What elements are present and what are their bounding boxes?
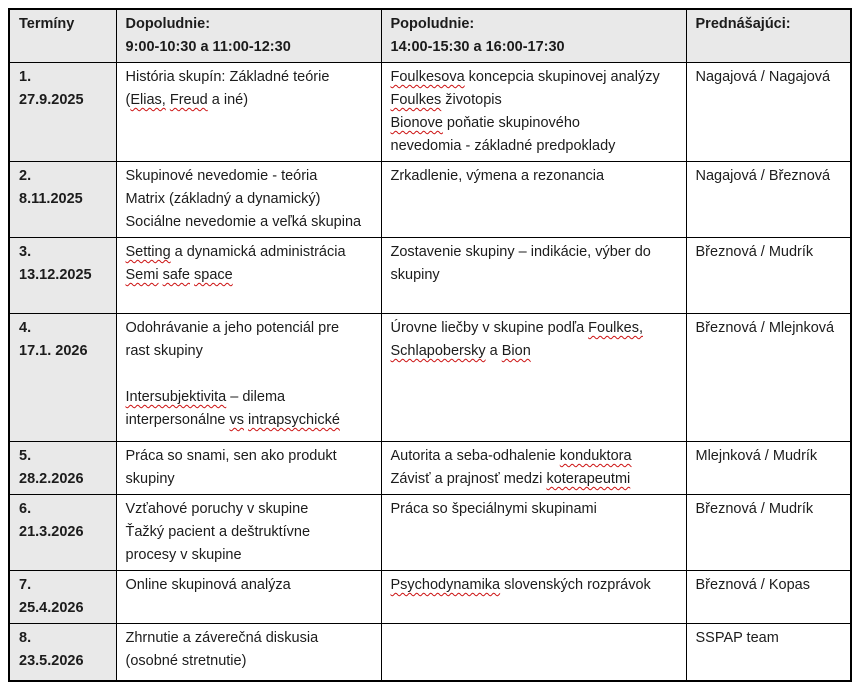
- table-row: [9, 571, 851, 624]
- text-line: 8.: [19, 630, 32, 646]
- text-line: Ťažký pacient a deštruktívne: [125, 524, 311, 540]
- morning-cell: [116, 162, 381, 238]
- afternoon-cell: [381, 314, 686, 442]
- text-line: História skupín: Základné teórie: [125, 69, 330, 85]
- lecturers-cell: [686, 63, 851, 162]
- text-line: Mlejnková / Mudrík: [695, 448, 818, 464]
- text-line: Setting a dynamická administrácia: [125, 244, 346, 260]
- misspelled-word: Intersubjektivita: [125, 389, 227, 405]
- afternoon-cell: [381, 571, 686, 624]
- table-row: [9, 495, 851, 571]
- afternoon-cell: [381, 238, 686, 314]
- text-line: Úrovne liečby v skupine podľa Foulkes,: [390, 320, 643, 336]
- afternoon-cell: [381, 162, 686, 238]
- misspelled-word: Psychodynamika: [390, 577, 501, 593]
- text-line: Březnová / Mlejnková: [695, 320, 835, 336]
- misspelled-word: Freud: [169, 92, 208, 108]
- text-line: Práca so snami, sen ako produkt: [125, 448, 337, 464]
- text-line: Bionove poňatie skupinového: [390, 115, 580, 131]
- text-line: Březnová / Kopas: [695, 577, 810, 593]
- misspelled-word: Foulkes,: [588, 320, 643, 336]
- text-line: Nagajová / Nagajová: [695, 69, 831, 85]
- lecturers-cell: [686, 495, 851, 571]
- misspelled-word: intrapsychické: [248, 412, 340, 428]
- text-line: 8.11.2025: [19, 191, 83, 207]
- morning-cell: [116, 624, 381, 682]
- text-line: 3.: [19, 244, 32, 260]
- text-line: 7.: [19, 577, 32, 593]
- lecturers-cell: [686, 314, 851, 442]
- text-line: Odohrávanie a jeho potenciál pre: [125, 320, 340, 336]
- lecturers-cell: [686, 571, 851, 624]
- term-cell: [9, 63, 116, 162]
- header-row: [9, 9, 851, 63]
- text-line: Nagajová / Březnová: [695, 168, 831, 184]
- text-line: Zrkadlenie, výmena a rezonancia: [390, 168, 605, 184]
- misspelled-word: Bion: [501, 343, 531, 359]
- text-line: 25.4.2026: [19, 600, 84, 616]
- lecturers-cell: [686, 442, 851, 495]
- term-cell: [9, 314, 116, 442]
- text-line: Schlapobersky a Bion: [390, 343, 531, 359]
- text-line: Vzťahové poruchy v skupine: [125, 501, 309, 517]
- table-header: [9, 9, 851, 63]
- text-line: 21.3.2026: [19, 524, 84, 540]
- term-cell: [9, 238, 116, 314]
- text-line: Matrix (základný a dynamický): [125, 191, 321, 207]
- afternoon-cell: [381, 495, 686, 571]
- misspelled-word: Foulkesova: [390, 69, 465, 85]
- schedule-table-body: [9, 63, 851, 682]
- misspelled-word: konduktora: [559, 448, 632, 464]
- table-row: [9, 314, 851, 442]
- misspelled-word: Setting: [125, 244, 171, 260]
- lecturers-cell: [686, 238, 851, 314]
- col-header-popoludnie: [381, 9, 686, 63]
- text-line: (osobné stretnutie): [125, 653, 247, 669]
- text-line: [126, 363, 376, 386]
- text-line: SSPAP team: [695, 630, 779, 646]
- text-line: Zostavenie skupiny – indikácie, výber do: [390, 244, 651, 260]
- text-line: Psychodynamika slovenských rozprávok: [390, 577, 651, 593]
- text-line: interpersonálne vs intrapsychické: [125, 412, 340, 428]
- text-line: 28.2.2026: [19, 471, 84, 487]
- text-line: 13.12.2025: [19, 267, 92, 283]
- misspelled-word: vs: [229, 412, 244, 428]
- afternoon-cell: [381, 624, 686, 682]
- text-line: Březnová / Mudrík: [695, 501, 814, 517]
- text-line: 6.: [19, 501, 32, 517]
- morning-cell: [116, 314, 381, 442]
- misspelled-word: Foulkes: [390, 92, 442, 108]
- table-row: [9, 442, 851, 495]
- text-line: nevedomia - základné predpoklady: [390, 138, 616, 154]
- text-line: Sociálne nevedomie a veľká skupina: [125, 214, 362, 230]
- text-line: 2.: [19, 168, 32, 184]
- text-line: Intersubjektivita – dilema: [125, 389, 286, 405]
- term-cell: [9, 624, 116, 682]
- term-cell: [9, 571, 116, 624]
- afternoon-cell: [381, 442, 686, 495]
- text-line: procesy v skupine: [125, 547, 242, 563]
- lecturers-cell: [686, 624, 851, 682]
- table-row: [9, 162, 851, 238]
- text-line: Závisť a prajnosť medzi koterapeutmi: [390, 471, 631, 487]
- morning-cell: [116, 495, 381, 571]
- text-line: rast skupiny: [125, 343, 203, 359]
- text-line: skupiny: [390, 267, 440, 283]
- misspelled-word: Elias,: [130, 92, 166, 108]
- col-header-dopoludnie: [116, 9, 381, 63]
- morning-cell: [116, 571, 381, 624]
- term-cell: [9, 495, 116, 571]
- misspelled-word: koterapeutmi: [546, 471, 631, 487]
- text-line: 1.: [19, 69, 32, 85]
- header-label: Dopoludnie:: [125, 16, 211, 32]
- morning-cell: [116, 63, 381, 162]
- header-label: Termíny: [19, 16, 75, 32]
- text-line: Skupinové nevedomie - teória: [125, 168, 318, 184]
- text-line: 27.9.2025: [19, 92, 84, 108]
- text-line: Zhrnutie a záverečná diskusia: [125, 630, 319, 646]
- text-line: Online skupinová analýza: [125, 577, 291, 593]
- morning-cell: [116, 442, 381, 495]
- header-time-range: 14:00-15:30 a 16:00-17:30: [390, 39, 565, 55]
- text-line: Foulkes životopis: [390, 92, 502, 108]
- text-line: skupiny: [125, 471, 175, 487]
- misspelled-word: safe: [162, 267, 190, 283]
- text-line: Autorita a seba-odhalenie konduktora: [390, 448, 632, 464]
- misspelled-word: space: [194, 267, 233, 283]
- text-line: Práca so špeciálnymi skupinami: [390, 501, 597, 517]
- table-row: [9, 238, 851, 314]
- text-line: Foulkesova koncepcia skupinovej analýzy: [390, 69, 660, 85]
- text-line: 5.: [19, 448, 32, 464]
- text-line: [126, 264, 376, 287]
- afternoon-cell: [381, 63, 686, 162]
- col-header-terminy: [9, 9, 116, 63]
- text-line: (Elias, Freud a iné): [125, 92, 249, 108]
- col-header-prednasajuci: [686, 9, 851, 63]
- term-cell: [9, 442, 116, 495]
- text-line: 23.5.2026: [19, 653, 84, 669]
- table-row: [9, 624, 851, 682]
- text-line: 17.1. 2026: [19, 343, 88, 359]
- misspelled-word: Schlapobersky: [390, 343, 486, 359]
- lecturers-cell: [686, 162, 851, 238]
- text-line: Březnová / Mudrík: [695, 244, 814, 260]
- morning-cell: [116, 238, 381, 314]
- header-label: Popoludnie:: [390, 16, 475, 32]
- term-cell: [9, 162, 116, 238]
- text-line: 4.: [19, 320, 32, 336]
- misspelled-word: Semi: [125, 267, 159, 283]
- header-time-range: 9:00-10:30 a 11:00-12:30: [125, 39, 291, 55]
- header-label: Prednášajúci:: [695, 16, 791, 32]
- table-row: [9, 63, 851, 162]
- misspelled-word: Bionove: [390, 115, 443, 131]
- schedule-table: [8, 8, 852, 682]
